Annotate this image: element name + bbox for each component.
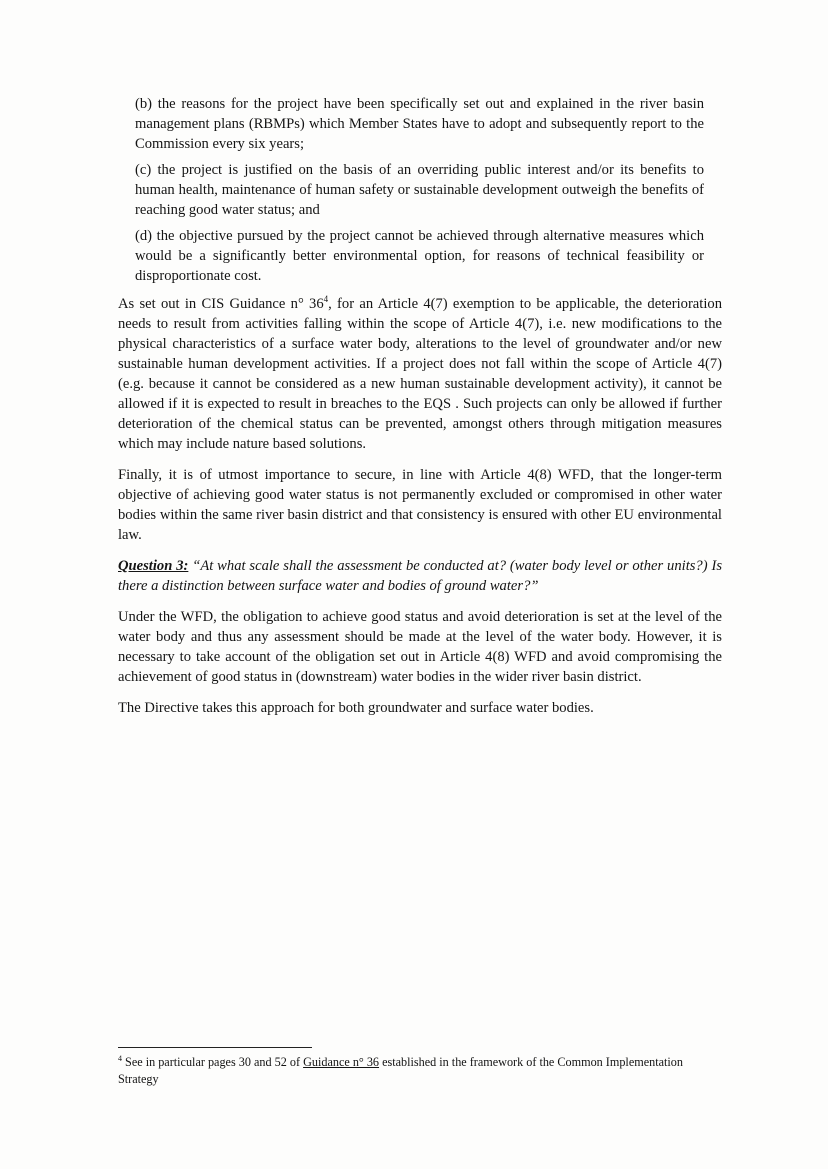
- list-item-d: (d) the objective pursued by the project cannot be achieved through alternative measures which would be a significantly better environmental option, for reasons of technical feasibility or disproportionate cost.: [135, 228, 704, 284]
- question-3: [118, 556, 722, 596]
- paragraph-directive: The Directive takes this approach for both groundwater and surface water bodies.: [118, 700, 594, 716]
- footnote: [118, 1054, 722, 1088]
- footnote-reference[interactable]: 4: [323, 294, 329, 305]
- paragraph-cis-text-start: As set out in CIS Guidance n° 36: [118, 296, 324, 312]
- paragraph-wfd: Under the WFD, the obligation to achieve good status and avoid deterioration is set at the level of the water body and thus any assessment should be made at the level of the water body. However, it is necessary to take account of the obligation set out in Article 4(8) WFD and avoid compromising the achievement of good status in (downstream) water bodies in the wider river basin district.: [118, 609, 722, 685]
- list-item-c: (c) the project is justified on the basis of an overriding public interest and/or its benefits to human health, maintenance of human safety or sustainable development outweigh the benefits of reaching good water status; and: [135, 162, 704, 218]
- footnote-text-start: See in particular pages 30 and 52 of: [122, 1055, 304, 1069]
- footnote-divider: [118, 1047, 312, 1048]
- paragraph-cis-text-end: , for an Article 4(7) exemption to be applicable, the deterioration needs to result from activities falling within the scope of Article 4(7), i.e. new modifications to the physical characteristics of a surface water body, alterations to the level of groundwater and/or new sustainable human development activities. If a project does not fall within the scope of Article 4(7) (e.g. because it cannot be considered as a new human sustainable development activity), it cannot be allowed if it is expected to result in breaches to the EQS . Such projects can only be allowed if further deterioration of the chemical status can be prevented, amongst others through mitigation measures which may include nature based solutions.: [118, 296, 722, 452]
- paragraph-cis-guidance: [118, 294, 722, 454]
- body-text: [118, 94, 722, 729]
- question-label: Question 3:: [118, 558, 189, 574]
- footnote-number: 4: [118, 1053, 122, 1063]
- paragraph-finally: Finally, it is of utmost importance to secure, in line with Article 4(8) WFD, that the longer-term objective of achieving good water status is not permanently excluded or compromised in other water bodies within the same river basin district and that consistency is ensured with other EU environmental law.: [118, 467, 722, 543]
- footnote-text-end: established in the framework of the Common Implementation Strategy: [118, 1055, 683, 1086]
- question-text: “At what scale shall the assessment be conducted at? (water body level or other units?) Is there a distinction between surface water and bodies of ground water?”: [118, 558, 722, 594]
- list-item-b: (b) the reasons for the project have been specifically set out and explained in the river basin management plans (RBMPs) which Member States have to adopt and subsequently report to the Commission every six years;: [135, 96, 704, 152]
- guidance-link[interactable]: Guidance n° 36: [303, 1055, 380, 1069]
